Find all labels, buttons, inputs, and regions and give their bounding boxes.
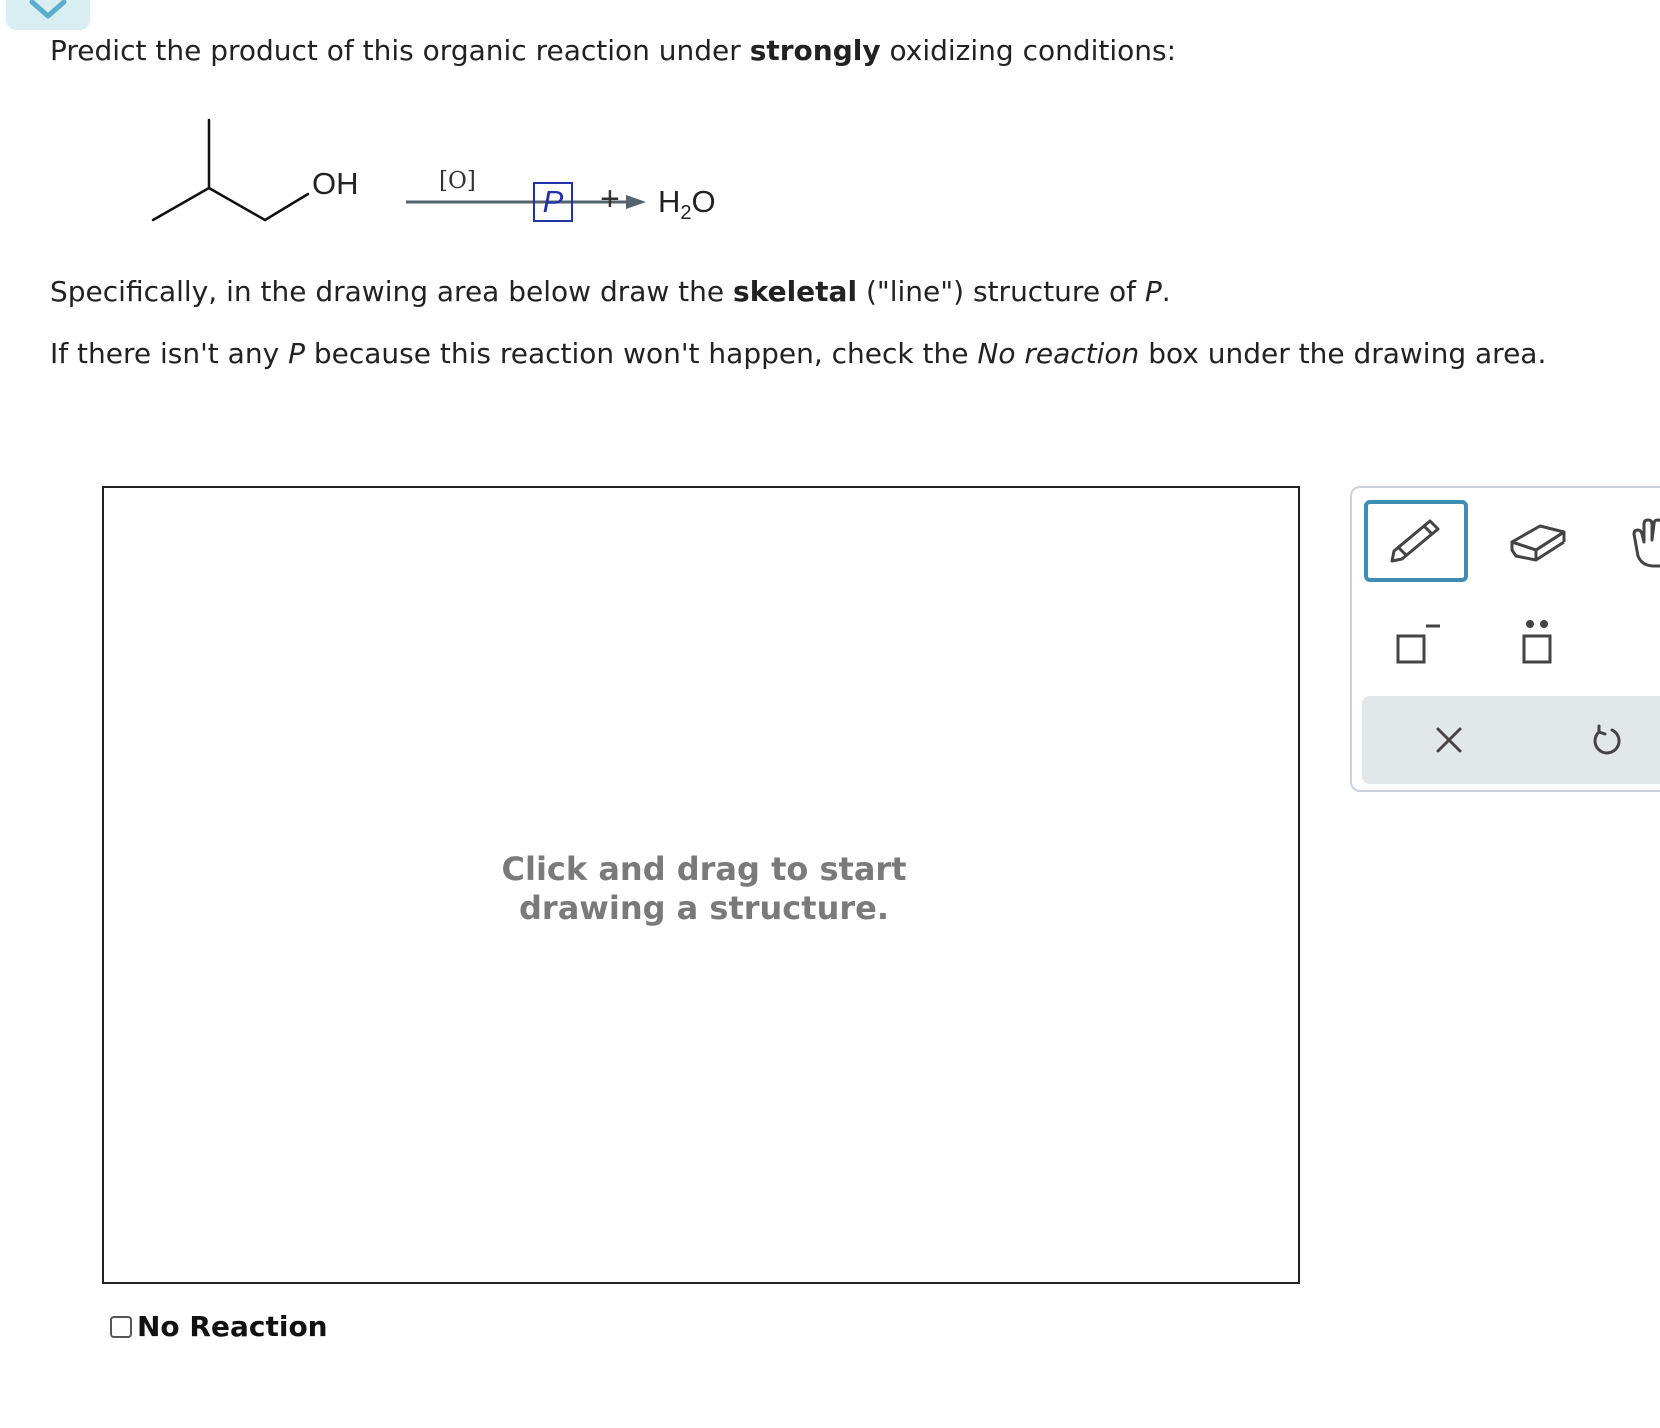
- product-p-box: P: [533, 182, 573, 222]
- clear-icon: [1433, 724, 1465, 756]
- chevron-down-icon: [28, 0, 68, 20]
- question-prompt: Predict the product of this organic reaction under strongly oxidizing conditions:: [50, 34, 1177, 67]
- hydroxyl-label: OH: [312, 166, 359, 201]
- instruction-line-2: If there isn't any P because this reaction won't happen, check the No reaction box under the drawing area.: [50, 337, 1547, 370]
- no-reaction-label: No Reaction: [137, 1310, 328, 1343]
- collapse-tab[interactable]: [6, 0, 90, 30]
- charge-tool-button[interactable]: [1388, 616, 1448, 672]
- no-reaction-option[interactable]: [110, 1310, 328, 1343]
- pencil-icon: [1376, 511, 1456, 571]
- lone-pair-icon: [1512, 616, 1564, 672]
- action-bar: [1362, 696, 1660, 784]
- clear-button[interactable]: [1422, 714, 1476, 766]
- charge-icon: [1390, 618, 1446, 670]
- pencil-tool-button[interactable]: [1364, 500, 1468, 582]
- lone-pair-tool-button[interactable]: [1510, 614, 1566, 674]
- plus-sign: +: [600, 180, 620, 218]
- hand-icon: [1624, 512, 1660, 572]
- eraser-icon: [1506, 516, 1570, 568]
- reaction-scheme: [140, 108, 760, 238]
- no-reaction-checkbox[interactable]: [110, 1316, 132, 1338]
- hand-tool-button[interactable]: [1624, 510, 1660, 574]
- drawing-canvas[interactable]: [102, 486, 1300, 1284]
- undo-icon: [1588, 723, 1622, 757]
- undo-button[interactable]: [1578, 714, 1632, 766]
- drawing-toolbar: [1350, 486, 1660, 792]
- reagent-label: [O]: [439, 168, 476, 194]
- eraser-tool-button[interactable]: [1504, 510, 1572, 574]
- water-formula: $H_2O$: [658, 184, 716, 225]
- instruction-line-1: Specifically, in the drawing area below draw the skeletal ("line") structure of P.: [50, 275, 1171, 308]
- drawing-hint: Click and drag to start drawing a structure.: [501, 850, 907, 927]
